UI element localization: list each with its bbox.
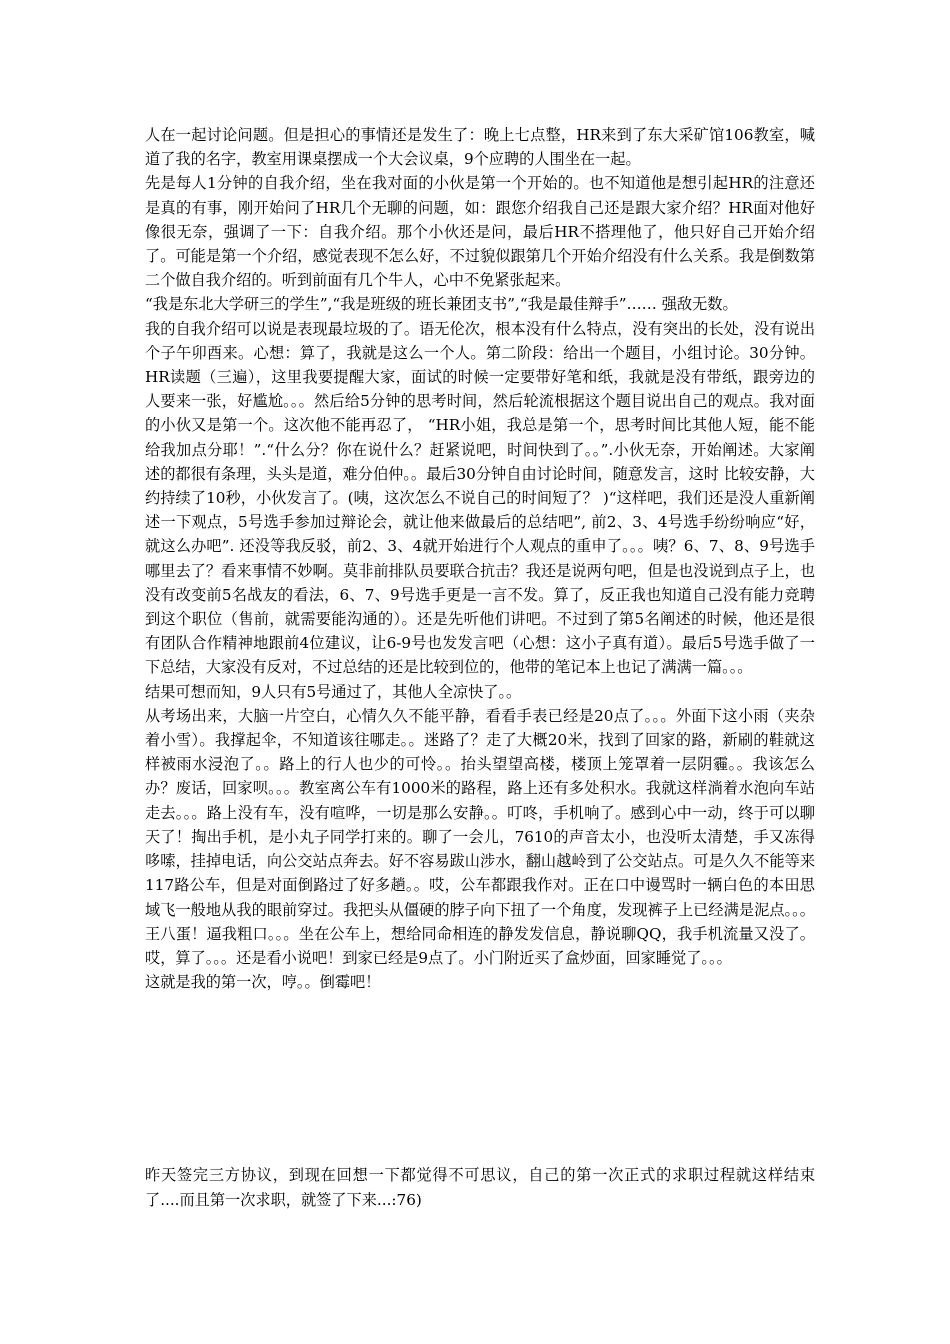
blank-gap bbox=[145, 994, 815, 1163]
paragraph-three-party-agreement: 昨天签完三方协议，到现在回想一下都觉得不可思议，自己的第一次正式的求职过程就这样结束了....而且第一次求职，就签了下来...:76) bbox=[145, 1166, 815, 1209]
paragraph-hr-call: 人在一起讨论问题。但是担心的事情还是发生了：晚上七点整，HR来到了东大采矿馆106教室，喊道了我的名字，教室用课桌摆成一个大会议桌，9个应聘的人围坐在一起。 bbox=[145, 126, 815, 169]
paragraph-result: 结果可想而知，9人只有5号通过了，其他人全凉快了。。 bbox=[145, 682, 522, 701]
document-page bbox=[145, 123, 815, 1212]
paragraph-group-discussion: 我的自我介绍可以说是表现最垃圾的了。语无伦次，根本没有什么特点，没有突出的长处，没有说出个子午卯酉来。心想：算了，我就是这么一个人。第二阶段：给出一个题目，小组讨论。30分钟。HR读题（三遍），这里我要提醒大家，面试的时候一定要带好笔和纸，我就是没有带纸，跟旁边的人要来一张，好尴尬。。。然后给5分钟的思考时间，然后轮流根据这个题目说出自己的观点。我对面的小伙又是第一个。这次他不能再忍了， “HR小姐，我总是第一个，思考时间比其他人短，能不能给我加点分耶！”.“什么分？你在说什么？赶紧说吧，时间快到了。。”.小伙无奈，开始阐述。大家阐述的都很有条理，头头是道，难分伯仲。。最后30分钟自由讨论时间，随意发言，这时 比较安静，大约持续了10秒，小伙发言了。(咦，这次怎么不说自己的时间短了？ )“这样吧，我们还是没人重新阐述一下观点，5号选手参加过辩论会，就让他来做最后的总结吧”, 前2、3、4号选手纷纷响应“好，就这么办吧”. 还没等我反驳，前2、3、4就开始进行个人观点的重申了。。。咦？6、7、8、9号选手哪里去了？看来事情不妙啊。莫非前排队员要联合抗击？我还是说两句吧，但是也没说到点子上，也没有改变前5名战友的看法，6、7、9号选手更是一言不发。算了，反正我也知道自己没有能力竞聘到这个职位（售前，就需要能沟通的）。还是先听他们讲吧。不过到了第5名阐述的时候，他还是很有团队合作精神地跟前4位建议，让6-9号也发发言吧（心想：这小子真有道）。最后5号选手做了一下总结，大家没有反对，不过总结的还是比较到位的，他带的笔记本上也记了满满一篇。。。 bbox=[145, 319, 815, 677]
paragraph-self-intro-order: 先是每人1分钟的自我介绍，坐在我对面的小伙是第一个开始的。也不知道他是想引起HR的注意还是真的有事，刚开始问了HR几个无聊的问题，如：跟您介绍我自己还是跟大家介绍？HR面对他好像很无奈，强调了一下：自我介绍。那个小伙还是问，最后HR不搭理他了，他只好自己开始介绍了。可能是第一个介绍，感觉表现不怎么好，不过貌似跟第几个开始介绍没有什么关系。我是倒数第二个做自我介绍的。听到前面有几个牛人，心中不免紧张起来。 bbox=[145, 174, 815, 290]
paragraph-conclusion: 这就是我的第一次，哼。。倒霉吧！ bbox=[145, 973, 381, 992]
paragraph-strong-rivals: “我是东北大学研三的学生”,“我是班级的班长兼团支书”,“我是最佳辩手”…… 强敌无数。 bbox=[145, 295, 738, 314]
paragraph-way-home: 从考场出来，大脑一片空白，心情久久不能平静，看看手表已经是20点了。。。外面下这小雨（夹杂着小雪）。我撑起伞，不知道该往哪走。。迷路了？走了大概20米，找到了回家的路，新刷的鞋就这样被雨水浸泡了。。路上的行人也少的可怜。。抬头望望高楼，楼顶上笼罩着一层阴霾。。我该怎么办？废话，回家呗。。。教室离公车有1000米的路程，路上还有多处积水。我就这样淌着水泡向车站走去。。。路上没有车，没有喧哗，一切是那么安静。。叮咚，手机响了。感到心中一动，终于可以聊天了！掏出手机，是小丸子同学打来的。聊了一会儿，7610的声音太小，也没听太清楚，手又冻得哆嗦，挂掉电话，向公交站点奔去。好不容易跋山涉水，翻山越岭到了公交站点。可是久久不能等来117路公车，但是对面倒路过了好多趟。。哎，公车都跟我作对。正在口中谩骂时一辆白色的本田思域飞一般地从我的眼前穿过。我把头从僵硬的脖子向下扭了一个角度，发现裤子上已经满是泥点。。。王八蛋！逼我粗口。。。坐在公车上，想给同命相连的静发发信息，静说聊QQ，我手机流量又没了。哎，算了。。。还是看小说吧！到家已经是9点了。小门附近买了盒炒面，回家睡觉了。。。 bbox=[145, 706, 815, 967]
